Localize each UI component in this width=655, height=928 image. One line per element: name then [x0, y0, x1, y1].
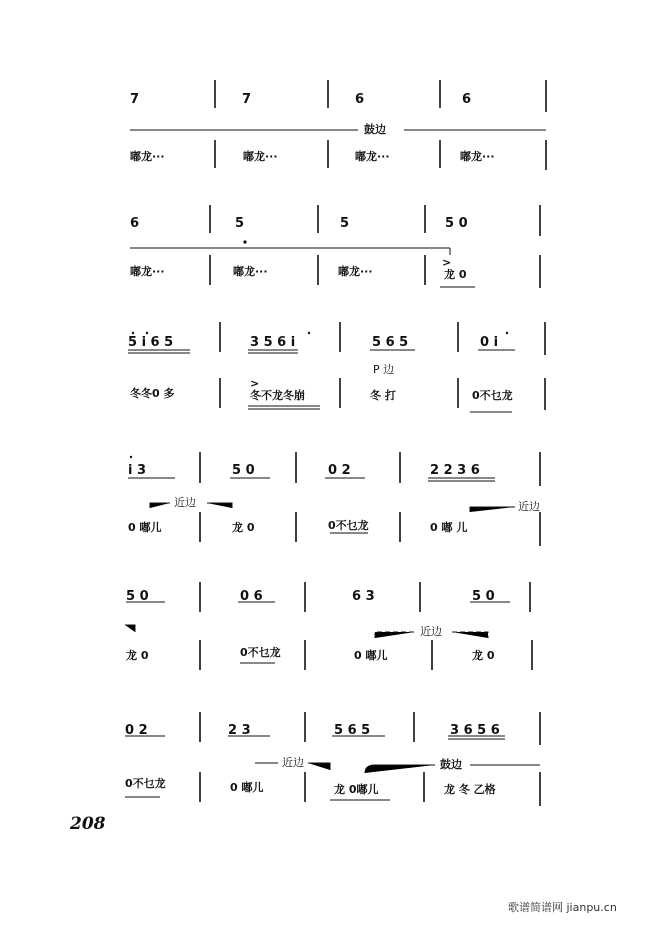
perc-s1-m2: 嘟龙··· — [243, 150, 278, 163]
note-s2-m4: 5 0 — [445, 216, 468, 231]
label-jinbian-2: 近边 — [518, 500, 540, 513]
page-number: 208 — [70, 814, 106, 834]
perc-s2-m4: 龙 0 — [444, 268, 467, 281]
note-s1-m2: 7 — [242, 92, 252, 107]
note-s6-m1: 0 2 — [125, 723, 148, 738]
label-jinbian-4: 近边 — [282, 756, 304, 769]
note-s6-m3: 5 6 5 — [334, 723, 371, 738]
label-gubian-2: 鼓边 — [440, 758, 462, 771]
note-s1-m1: 7 — [130, 92, 140, 107]
accent-s3: > — [250, 377, 260, 390]
note-s3-m2: 3 5 6 i — [250, 335, 296, 350]
note-s3-m4: 0 i — [480, 335, 499, 350]
note-s5-m4: 5 0 — [472, 589, 495, 604]
perc-s3-m4: 0不乜龙 — [472, 389, 513, 402]
watermark: 歌谱简谱网 jianpu.cn — [508, 901, 617, 914]
perc-s2-m2: 嘟龙··· — [233, 265, 268, 278]
perc-s5-m1: 龙 0 — [126, 649, 149, 662]
note-s5-m2: 0 6 — [240, 589, 263, 604]
perc-s6-m4: 龙 冬 乙格 — [444, 783, 496, 796]
note-s1-m4: 6 — [462, 92, 472, 107]
label-p-bian: P 边 — [373, 363, 395, 376]
note-s5-m3: 6 3 — [352, 589, 375, 604]
perc-s2-m3: 嘟龙··· — [338, 265, 373, 278]
note-s2-m3: 5 — [340, 216, 350, 231]
label-gubian: 鼓边 — [364, 123, 386, 136]
perc-s5-m2: 0不乜龙 — [240, 646, 281, 659]
note-s4-m2: 5 0 — [232, 463, 255, 478]
perc-s3-m2: 冬不龙冬崩 — [250, 389, 305, 402]
perc-s3-m3: 冬 打 — [370, 389, 396, 402]
note-s5-m1: 5 0 — [126, 589, 149, 604]
perc-s4-m1: 0 嘟儿 — [128, 521, 162, 534]
perc-s5-m3: 0 嘟儿 — [354, 649, 388, 662]
perc-s1-m3: 嘟龙··· — [355, 150, 390, 163]
perc-s3-m1: 冬冬0 多 — [130, 387, 175, 400]
note-s6-m2: 2 3 — [228, 723, 251, 738]
perc-s4-m3: 0不乜龙 — [328, 519, 369, 532]
note-s2-m2: 5 — [235, 216, 245, 231]
note-s4-m1: i 3 — [128, 463, 147, 478]
accent-s2: > — [442, 256, 452, 269]
perc-s4-m2: 龙 0 — [232, 521, 255, 534]
note-s1-m3: 6 — [355, 92, 365, 107]
perc-s6-m2: 0 嘟儿 — [230, 781, 264, 794]
note-s3-m3: 5 6 5 — [372, 335, 409, 350]
perc-s5-m4: 龙 0 — [472, 649, 495, 662]
note-s3-m1: 5 i 6 5 — [128, 335, 174, 350]
label-jinbian-1: 近边 — [174, 496, 196, 509]
perc-s1-m4: 嘟龙··· — [460, 150, 495, 163]
note-s4-m4: 2 2 3 6 — [430, 463, 480, 478]
perc-s6-m3: 龙 0嘟儿 — [334, 783, 379, 796]
perc-s4-m4: 0 嘟 儿 — [430, 521, 468, 534]
label-jinbian-3: 近边 — [420, 625, 442, 638]
perc-s1-m1: 嘟龙··· — [130, 150, 165, 163]
note-s6-m4: 3 6 5 6 — [450, 723, 500, 738]
perc-s2-m1: 嘟龙··· — [130, 265, 165, 278]
perc-s6-m1: 0不乜龙 — [125, 777, 166, 790]
note-s4-m3: 0 2 — [328, 463, 351, 478]
note-s2-m1: 6 — [130, 216, 140, 231]
